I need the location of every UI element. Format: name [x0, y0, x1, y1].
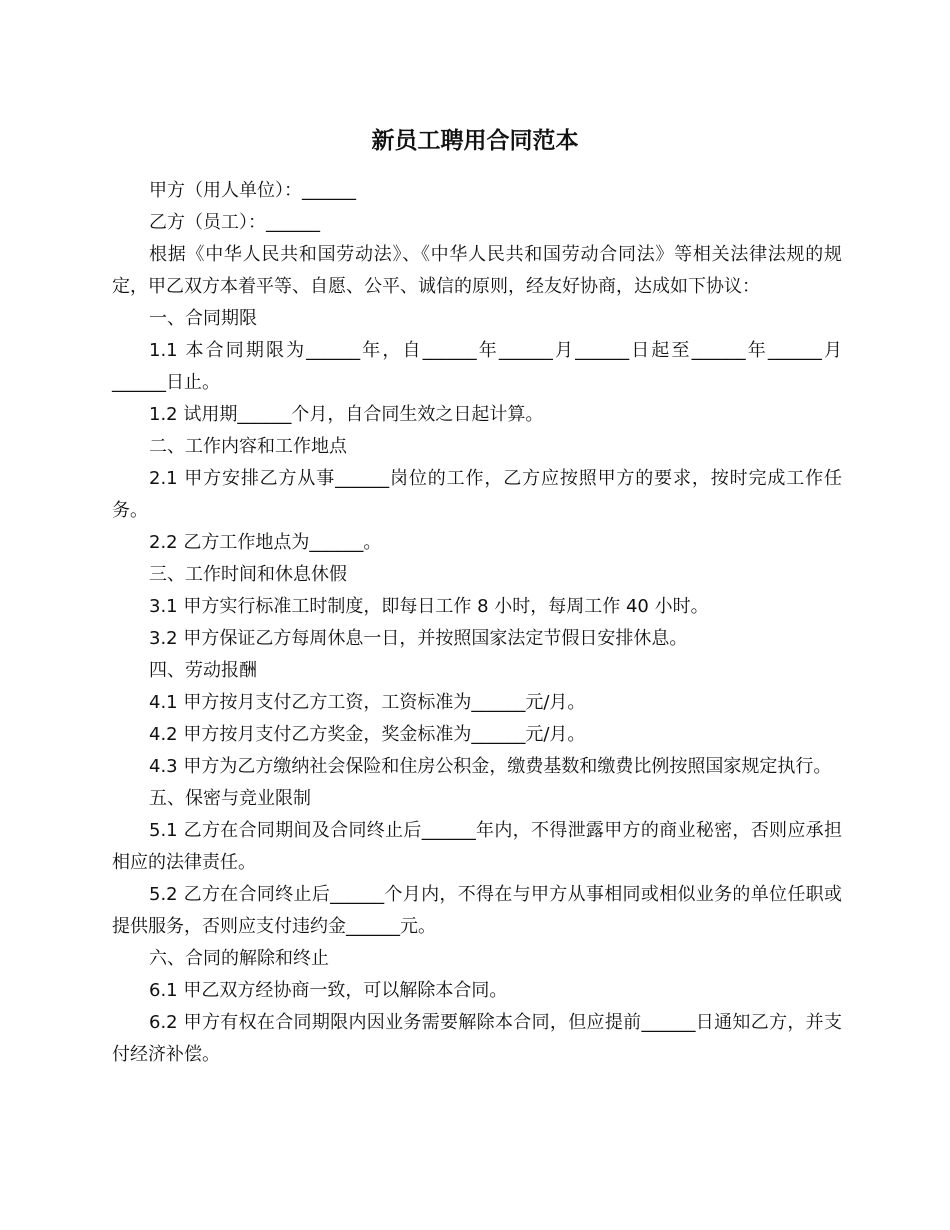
section-heading-work: 二、工作内容和工作地点 — [149, 436, 347, 457]
document-body — [112, 175, 842, 1071]
party-a-line: 甲方（用人单位）：______ — [149, 180, 356, 201]
clause-4-3: 4.3 甲方为乙方缴纳社会保险和住房公积金，缴费基数和缴费比例按照国家规定执行。 — [149, 756, 832, 777]
clause-1-2: 1.2 试用期______个月，自合同生效之日起计算。 — [149, 404, 544, 425]
document-title: 新员工聘用合同范本 — [371, 128, 579, 154]
section-heading-pay: 四、劳动报酬 — [149, 660, 257, 681]
section-heading-term: 一、合同期限 — [149, 308, 257, 329]
clause-5-1: 5.1 乙方在合同期间及合同终止后______年内，不得泄露甲方的商业秘密，否则应承担相应的法律责任。 — [112, 820, 842, 873]
clause-6-2: 6.2 甲方有权在合同期限内因业务需要解除本合同，但应提前______日通知乙方，并支付经济补偿。 — [112, 1012, 842, 1065]
section-heading-confidentiality: 五、保密与竞业限制 — [149, 788, 311, 809]
clause-4-1: 4.1 甲方按月支付乙方工资，工资标准为______元/月。 — [149, 692, 586, 713]
section-heading-termination: 六、合同的解除和终止 — [149, 948, 329, 969]
clause-2-2: 2.2 乙方工作地点为______。 — [149, 532, 382, 553]
clause-4-2: 4.2 甲方按月支付乙方奖金，奖金标准为______元/月。 — [149, 724, 586, 745]
section-heading-hours: 三、工作时间和休息休假 — [149, 564, 347, 585]
preamble-paragraph: 根据《中华人民共和国劳动法》、《中华人民共和国劳动合同法》等相关法律法规的规定，甲乙双方本着平等、自愿、公平、诚信的原则，经友好协商，达成如下协议： — [112, 244, 842, 297]
clause-5-2: 5.2 乙方在合同终止后______个月内，不得在与甲方从事相同或相似业务的单位任职或提供服务，否则应支付违约金______元。 — [112, 884, 842, 937]
clause-3-1: 3.1 甲方实行标准工时制度，即每日工作 8 小时，每周工作 40 小时。 — [149, 596, 709, 617]
clause-1-1: 1.1 本合同期限为______年，自______年______月______日起至______年______月______日止。 — [112, 340, 842, 393]
party-b-line: 乙方（员工）：______ — [149, 212, 320, 233]
clause-3-2: 3.2 甲方保证乙方每周休息一日，并按照国家法定节假日安排休息。 — [149, 628, 688, 649]
clause-6-1: 6.1 甲乙双方经协商一致，可以解除本合同。 — [149, 980, 508, 1001]
clause-2-1: 2.1 甲方安排乙方从事______岗位的工作，乙方应按照甲方的要求，按时完成工作任务。 — [112, 468, 842, 521]
